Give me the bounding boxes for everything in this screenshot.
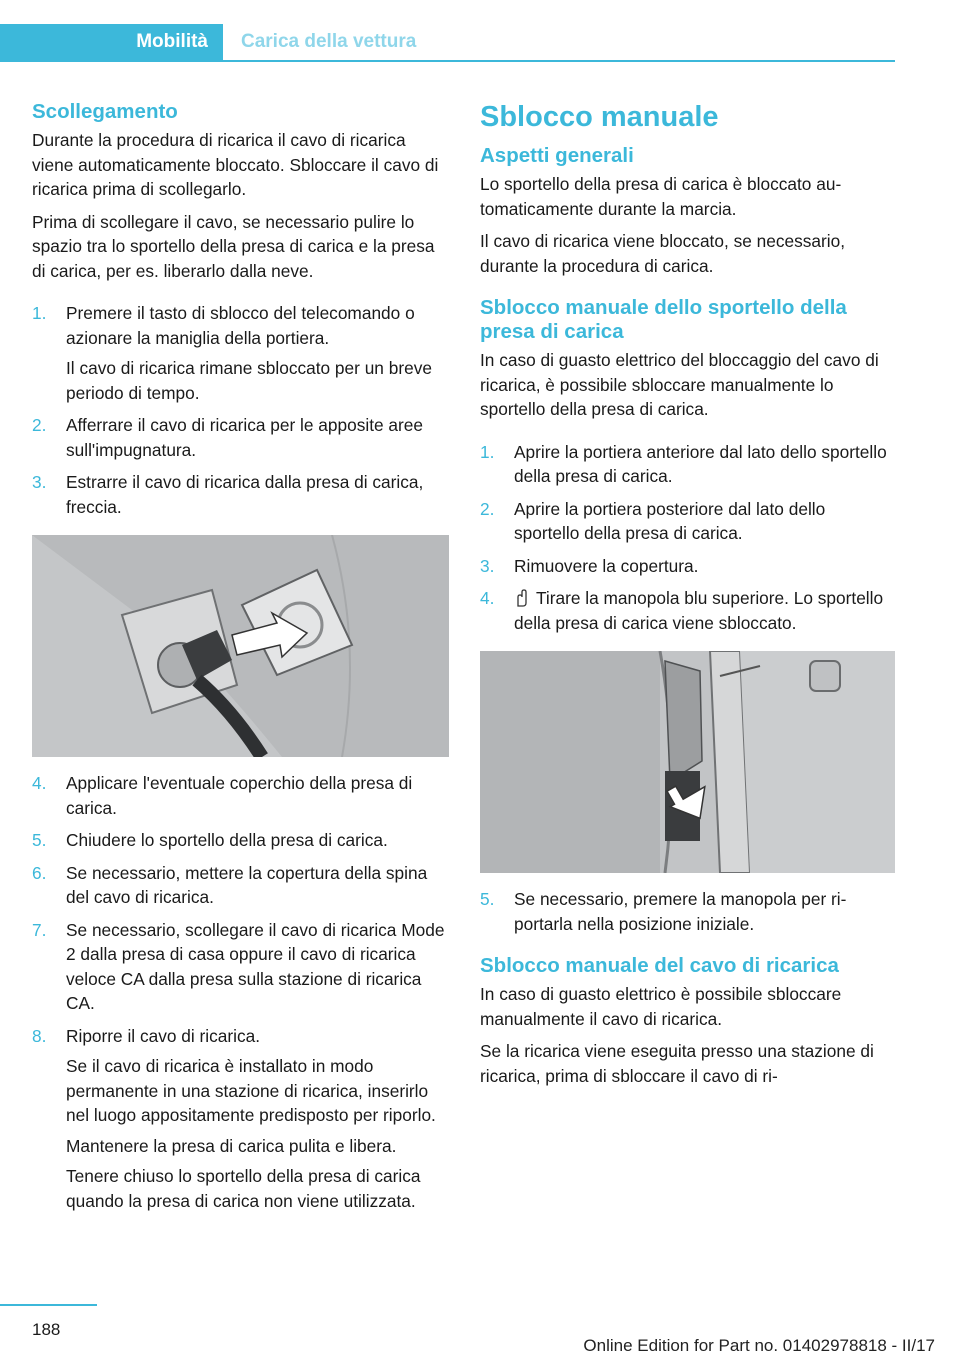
step-number: 1. <box>480 441 495 462</box>
step-item <box>32 301 449 405</box>
charging-port-illustration <box>32 535 449 757</box>
step-item <box>32 470 449 519</box>
step-number: 8. <box>32 1025 47 1046</box>
cable-release-para-2: Se la ricarica viene eseguita presso una stazione di ricarica, prima di sbloccare il cavo di ri- <box>480 1041 874 1086</box>
door-release-illustration <box>480 651 895 873</box>
step-item <box>32 771 449 820</box>
step-item <box>480 554 895 579</box>
step-text: Applicare l'eventuale coperchio della presa di carica. <box>66 773 413 818</box>
step-text: Tirare la manopola blu superiore. Lo sportello della presa di carica viene sbloccato. <box>514 588 884 633</box>
door-release-drawing <box>480 651 895 873</box>
step-text: Afferrare il cavo di ricarica per le apposite aree sull'impugnatura. <box>66 415 423 460</box>
cable-release-heading: Sblocco manuale del cavo di ricarica <box>480 954 839 977</box>
step-text: Se necessario, mettere la copertura della spina del cavo di ricarica. <box>66 862 428 907</box>
step-note: Il cavo di ricarica rimane sbloccato per un breve periodo di tempo. <box>66 358 432 403</box>
step-note: Se il cavo di ricarica è installato in modo permanente in una stazione di ricarica, inserirlo nel luogo appositamente predisposto per riporlo. <box>66 1056 436 1125</box>
step-note: Mantenere la presa di carica pulita e libera. <box>66 1135 397 1156</box>
step-item <box>480 440 895 489</box>
step-note: Tenere chiuso lo sportello della presa di carica quando la presa di carica non viene utilizzata. <box>66 1166 421 1211</box>
step-item <box>480 586 895 635</box>
step-number: 2. <box>480 498 495 519</box>
general-para-2: Il cavo di ricarica viene bloccato, se necessario, durante la procedura di carica. <box>480 231 845 276</box>
page-header <box>0 24 895 62</box>
step-text: Estrarre il cavo di ricarica dalla presa di carica, freccia. <box>66 472 424 517</box>
disconnect-steps-list-continued <box>32 771 449 1213</box>
manual-release-title: Sblocco manuale <box>480 101 719 133</box>
flap-release-para: In caso di guasto elettrico del bloccaggio del cavo di ricarica, è possibile sbloccare manualmente lo sportello della presa di carica. <box>480 350 879 419</box>
general-para-1: Lo sportello della presa di carica è bloccato automaticamente durante la marcia. <box>480 174 842 219</box>
step-item <box>32 413 449 462</box>
step-number: 6. <box>32 862 47 883</box>
step-number: 1. <box>32 303 47 323</box>
disconnect-steps-list <box>32 301 449 519</box>
flap-release-steps-list <box>480 440 895 636</box>
step-number: 3. <box>32 472 47 492</box>
step-item <box>32 918 449 1016</box>
step-number: 3. <box>480 555 495 576</box>
step-number: 2. <box>32 415 47 435</box>
step-item <box>32 1024 449 1214</box>
step-item <box>32 828 449 853</box>
flap-release-heading: Sblocco manuale dello sportello della presa di carica <box>480 296 847 343</box>
right-column <box>480 100 895 1096</box>
step-text: Se necessario, premere la manopola per riportarla nella posizione iniziale. <box>514 889 847 934</box>
step-number: 5. <box>32 830 47 850</box>
step-text: Aprire la portiera anteriore dal lato dello sportello della presa di carica. <box>514 441 887 486</box>
subsection-title: Carica della vettura <box>241 31 417 52</box>
disconnect-heading: Scollegamento <box>32 100 178 123</box>
step-number: 4. <box>480 588 495 608</box>
step-number: 7. <box>32 919 47 940</box>
step-number: 4. <box>32 773 47 793</box>
disconnect-intro-2: Prima di scollegare il cavo, se necessario pulire lo spazio tra lo sportello della presa di carica e la presa di carica, per es. liberarlo dalla neve. <box>32 211 435 281</box>
step-text: Aprire la portiera posteriore dal lato dello sportello della presa di carica. <box>514 498 826 543</box>
step-text: Riporre il cavo di ricarica. <box>66 1025 260 1046</box>
general-heading: Aspetti generali <box>480 144 634 167</box>
step-number: 5. <box>480 889 495 909</box>
header-rule <box>0 60 895 62</box>
step-text: Premere il tasto di sblocco del telecomando o azionare la maniglia della portiera. <box>66 303 415 348</box>
cable-release-para-1: In caso di guasto elettrico è possibile sbloccare manualmente il cavo di ricarica. <box>480 984 842 1029</box>
page-number: 188 <box>32 1320 61 1339</box>
footer-rule <box>0 1304 97 1306</box>
left-column <box>32 100 449 1221</box>
step-item <box>32 861 449 910</box>
section-tab: Mobilità <box>0 24 223 60</box>
step-text: Chiudere lo sportello della presa di carica. <box>66 830 388 850</box>
hand-pull-icon <box>514 589 528 607</box>
charging-port-drawing <box>32 535 449 757</box>
step-item <box>480 497 895 546</box>
flap-release-steps-list-continued <box>480 887 895 936</box>
step-item <box>480 887 895 936</box>
disconnect-intro-1: Durante la procedura di ricarica il cavo di ricarica viene automaticamente bloccato. Sbloccare il cavo di ricarica prima di scollegarlo. <box>32 130 439 199</box>
step-text: Rimuovere la copertura. <box>514 555 699 576</box>
edition-note: Online Edition for Part no. 01402978818 - II/17 <box>583 1336 935 1355</box>
step-text: Se necessario, scollegare il cavo di ricarica Mode 2 dalla presa di casa oppure il cavo di ricarica veloce CA dalla presa sulla stazione di ricarica CA. <box>66 919 445 1013</box>
